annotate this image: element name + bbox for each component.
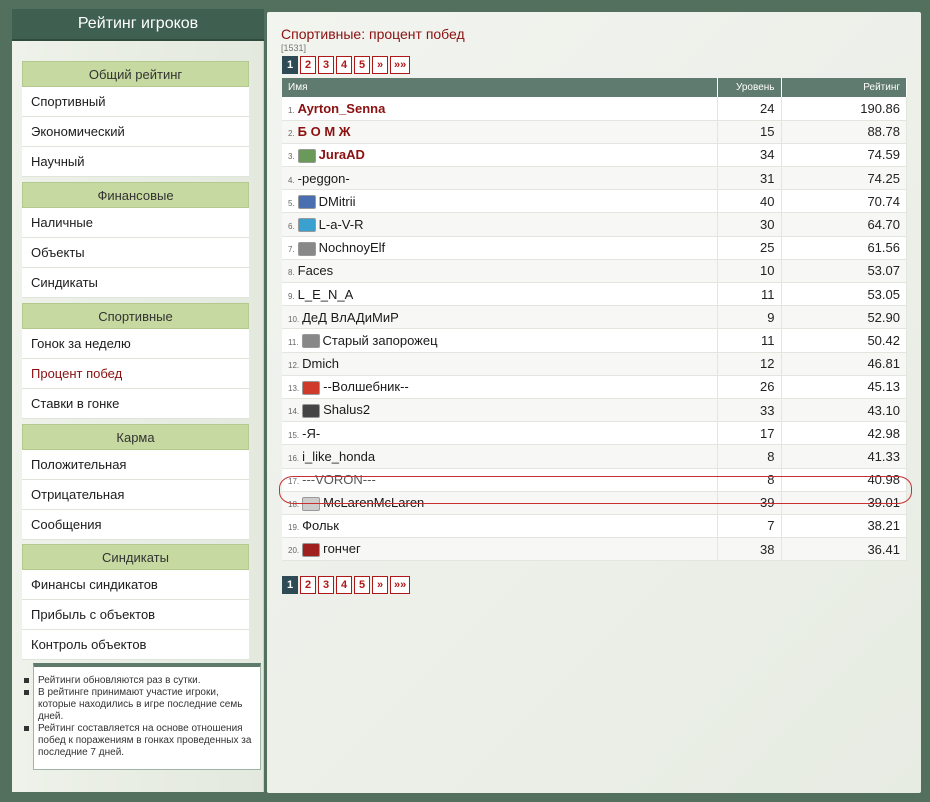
player-name-link[interactable]: McLarenMcLaren <box>323 495 425 510</box>
player-rating: 45.13 <box>781 375 907 398</box>
col-level-header[interactable]: Уровень <box>717 78 781 97</box>
sidebar-item[interactable]: Сообщения <box>22 510 249 540</box>
pager-link[interactable]: 1 <box>282 576 298 594</box>
player-cell <box>282 283 717 306</box>
sidebar-item[interactable]: Наличные <box>22 208 249 238</box>
player-level: 34 <box>717 143 781 166</box>
page-title: Спортивные: процент побед <box>281 26 465 42</box>
player-level: 40 <box>717 190 781 213</box>
player-name-link[interactable]: Ayrton_Senna <box>297 100 386 116</box>
player-cell <box>282 306 717 329</box>
rank-number: 9. <box>288 291 295 301</box>
pager-link[interactable]: 3 <box>318 56 334 74</box>
player-rating: 70.74 <box>781 190 907 213</box>
player-rating: 39.01 <box>781 491 907 514</box>
player-cell <box>282 213 717 236</box>
player-cell <box>282 468 717 491</box>
player-level: 17 <box>717 422 781 445</box>
sidebar-item[interactable]: Объекты <box>22 238 249 268</box>
col-name-header[interactable]: Имя <box>282 78 717 97</box>
player-rating: 61.56 <box>781 236 907 259</box>
player-name-link[interactable]: Dmich <box>302 356 339 372</box>
player-name-link[interactable]: L-a-V-R <box>318 216 364 232</box>
player-badge-icon <box>302 404 320 418</box>
player-rating: 42.98 <box>781 422 907 445</box>
player-cell <box>282 375 717 398</box>
sidebar-item[interactable]: Гонок за неделю <box>22 329 249 359</box>
player-rating: 41.33 <box>781 445 907 468</box>
player-cell <box>282 259 717 282</box>
table-row <box>282 352 907 375</box>
pager-link[interactable]: 4 <box>336 56 352 74</box>
player-level: 11 <box>717 283 781 306</box>
player-badge-icon <box>302 381 320 395</box>
player-level: 25 <box>717 236 781 259</box>
player-cell <box>282 167 717 190</box>
player-name-link[interactable]: Shalus2 <box>323 402 371 418</box>
table-row <box>282 422 907 445</box>
player-badge-icon <box>298 149 316 163</box>
player-level: 7 <box>717 514 781 537</box>
player-cell <box>282 422 717 445</box>
pager-link[interactable]: »» <box>390 56 410 74</box>
table-row <box>282 375 907 398</box>
rank-number: 15. <box>288 430 300 440</box>
player-cell <box>282 236 717 259</box>
sidebar-item[interactable]: Спортивный <box>22 87 249 117</box>
rank-number: 10. <box>288 314 300 324</box>
player-level: 24 <box>717 97 781 120</box>
player-level: 10 <box>717 259 781 282</box>
pager-link[interactable]: » <box>372 576 388 594</box>
sidebar-section-header: Синдикаты <box>22 544 249 570</box>
rank-number: 2. <box>288 129 295 139</box>
pager-link[interactable]: 4 <box>336 576 352 594</box>
player-name-link[interactable]: Faces <box>297 263 334 279</box>
sidebar-item[interactable]: Процент побед <box>22 359 249 389</box>
player-rating: 43.10 <box>781 398 907 421</box>
col-rating-header[interactable]: Рейтинг <box>781 78 907 97</box>
player-level: 31 <box>717 167 781 190</box>
rank-number: 1. <box>288 105 295 115</box>
player-level: 8 <box>717 468 781 491</box>
rank-number: 20. <box>288 546 300 556</box>
sidebar-item[interactable]: Научный <box>22 147 249 177</box>
player-cell <box>282 538 717 561</box>
table-row <box>282 190 907 213</box>
player-name-link[interactable]: DMitrii <box>318 193 356 209</box>
player-level: 15 <box>717 120 781 143</box>
sidebar-notes <box>33 663 261 770</box>
player-rating: 190.86 <box>781 97 907 120</box>
player-level: 38 <box>717 538 781 561</box>
sidebar-item[interactable]: Положительная <box>22 450 249 480</box>
player-name-link[interactable]: ДеД ВлАДиМиР <box>302 309 399 325</box>
rank-number: 18. <box>288 500 300 509</box>
player-level: 8 <box>717 445 781 468</box>
table-row <box>282 236 907 259</box>
pager-link[interactable]: 2 <box>300 56 316 74</box>
rank-number: 8. <box>288 268 295 278</box>
player-cell <box>282 398 717 421</box>
pager-link[interactable]: 5 <box>354 576 370 594</box>
player-cell <box>282 120 717 143</box>
player-rating: 38.21 <box>781 514 907 537</box>
player-name-link[interactable]: Б О М Ж <box>297 124 351 140</box>
player-name-link[interactable]: Фольк <box>302 518 339 534</box>
sidebar-item[interactable]: Синдикаты <box>22 268 249 298</box>
pager-link[interactable]: 2 <box>300 576 316 594</box>
rank-number: 17. <box>288 477 300 487</box>
player-name-link[interactable]: Старый запорожец <box>322 332 438 348</box>
sidebar-section <box>22 303 249 419</box>
note-item: В рейтинге принимают участие игроки, которые находились в игре последние семь дней. <box>38 687 254 723</box>
player-name-link[interactable]: гончег <box>323 541 361 557</box>
player-cell <box>282 97 717 120</box>
table-row <box>282 283 907 306</box>
rank-number: 13. <box>288 384 300 394</box>
rank-number: 11. <box>288 337 299 347</box>
pager-link[interactable]: 5 <box>354 56 370 74</box>
rank-number: 4. <box>288 175 295 185</box>
table-row <box>282 97 907 120</box>
pager-top <box>282 56 410 74</box>
player-cell <box>282 329 717 352</box>
rank-number: 7. <box>288 244 295 254</box>
player-badge-icon <box>298 242 316 256</box>
sidebar-item[interactable]: Ставки в гонке <box>22 389 249 419</box>
player-level: 11 <box>717 329 781 352</box>
player-badge-icon <box>302 334 320 348</box>
player-rating: 46.81 <box>781 352 907 375</box>
player-cell <box>282 445 717 468</box>
player-rating: 53.05 <box>781 283 907 306</box>
player-cell <box>282 514 717 537</box>
note-item: Рейтинги обновляются раз в сутки. <box>38 675 254 687</box>
player-level: 9 <box>717 306 781 329</box>
rank-number: 3. <box>288 152 295 162</box>
table-row <box>282 329 907 352</box>
player-level: 12 <box>717 352 781 375</box>
sidebar-item[interactable]: Экономический <box>22 117 249 147</box>
rating-table <box>282 78 907 561</box>
player-cell <box>282 190 717 213</box>
sidebar-section-header: Карма <box>22 424 249 450</box>
player-badge-icon <box>302 497 320 511</box>
player-name-link[interactable]: L_E_N_A <box>297 286 354 302</box>
table-row <box>282 306 907 329</box>
pager-link[interactable]: 1 <box>282 56 298 74</box>
table-row <box>282 120 907 143</box>
player-name-link[interactable]: JuraAD <box>318 147 365 163</box>
player-badge-icon <box>302 543 320 557</box>
player-name-link[interactable]: -Я- <box>302 425 321 441</box>
note-item: Рейтинг составляется на основе отношения побед к поражениям в гонках проведенных за последние 7 дней. <box>38 723 254 759</box>
pager-link[interactable]: »» <box>390 576 410 594</box>
sidebar-item[interactable]: Прибыль с объектов <box>22 600 249 630</box>
player-name-link[interactable]: --Волшебник-- <box>323 379 409 395</box>
table-row <box>282 398 907 421</box>
player-name-link[interactable]: -peggon- <box>297 170 350 186</box>
player-rating: 74.25 <box>781 167 907 190</box>
sidebar-section <box>22 61 249 177</box>
player-level: 30 <box>717 213 781 236</box>
player-level: 39 <box>717 491 781 514</box>
player-rating: 64.70 <box>781 213 907 236</box>
player-badge-icon <box>298 195 316 209</box>
pager-bottom <box>282 576 410 594</box>
player-level: 33 <box>717 398 781 421</box>
player-badge-icon <box>298 218 316 232</box>
pager-link[interactable]: » <box>372 56 388 74</box>
pager-link[interactable]: 3 <box>318 576 334 594</box>
table-row <box>282 491 907 514</box>
table-row <box>282 468 907 491</box>
sidebar-section <box>22 424 249 540</box>
player-rating: 36.41 <box>781 538 907 561</box>
sidebar-item[interactable]: Отрицательная <box>22 480 249 510</box>
table-row <box>282 445 907 468</box>
sidebar-section <box>22 182 249 298</box>
player-level: 26 <box>717 375 781 398</box>
table-row <box>282 143 907 166</box>
sidebar-item[interactable]: Контроль объектов <box>22 630 249 660</box>
sidebar-item[interactable]: Финансы синдикатов <box>22 570 249 600</box>
table-row <box>282 538 907 561</box>
rank-number: 16. <box>288 453 300 463</box>
rank-number: 19. <box>288 523 300 533</box>
player-rating: 52.90 <box>781 306 907 329</box>
sidebar-title: Рейтинг игроков <box>12 9 264 41</box>
sidebar-section-header: Спортивные <box>22 303 249 329</box>
table-row <box>282 514 907 537</box>
rank-number: 6. <box>288 221 295 231</box>
player-rating: 40.98 <box>781 468 907 491</box>
player-rating: 88.78 <box>781 120 907 143</box>
player-cell <box>282 143 717 166</box>
sidebar-section-header: Общий рейтинг <box>22 61 249 87</box>
rank-number: 12. <box>288 361 300 371</box>
player-name-link[interactable]: NochnoyElf <box>318 239 386 255</box>
rank-number: 5. <box>288 198 295 208</box>
sidebar-section-header: Финансовые <box>22 182 249 208</box>
player-name-link[interactable]: ---VORON--- <box>302 472 376 488</box>
player-rating: 74.59 <box>781 143 907 166</box>
player-rating: 50.42 <box>781 329 907 352</box>
player-rating: 53.07 <box>781 259 907 282</box>
player-name-link[interactable]: i_like_honda <box>302 448 376 464</box>
player-cell <box>282 352 717 375</box>
player-cell <box>282 491 717 514</box>
table-row <box>282 259 907 282</box>
table-row <box>282 213 907 236</box>
rank-number: 14. <box>288 407 300 417</box>
table-row <box>282 167 907 190</box>
sidebar-section <box>22 544 249 660</box>
players-count: [1531] <box>281 43 307 53</box>
